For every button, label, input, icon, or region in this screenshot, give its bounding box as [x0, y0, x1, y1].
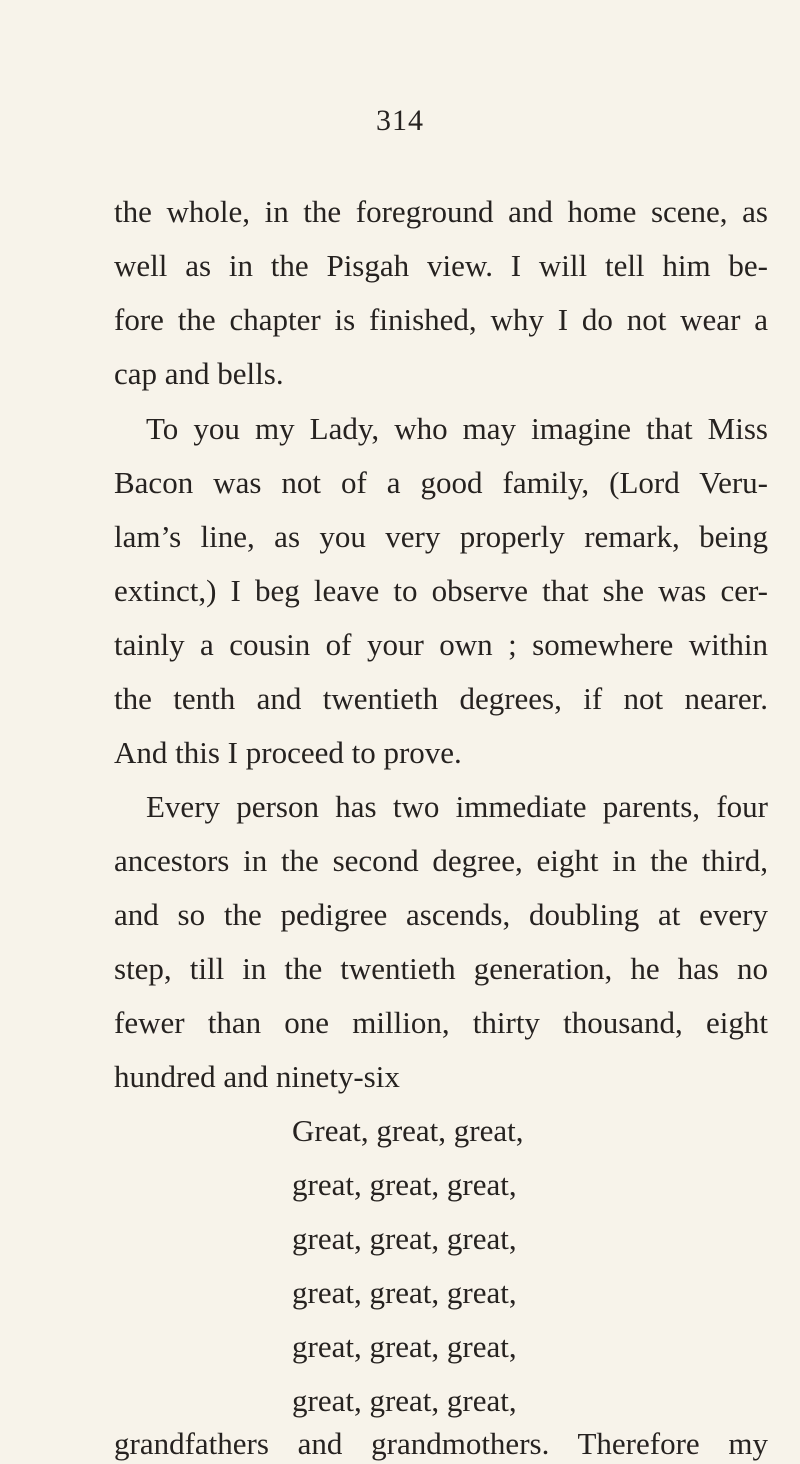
text-line: tainly a cousin of your own ; somewhere within [114, 627, 768, 662]
page-number: 314 [376, 104, 424, 137]
text-line: Bacon was not of a good family, (Lord Veru- [114, 465, 768, 500]
text-line: lam’s line, as you very properly remark, being [114, 519, 768, 554]
text-line: extinct,) I beg leave to observe that she was cer- [114, 573, 768, 608]
paragraph-start-line: Every person has two immediate parents, four [146, 789, 768, 824]
closing-line: grandfathers and grandmothers. Therefore my [114, 1426, 768, 1461]
verse-line: great, great, great, [292, 1383, 517, 1418]
text-line: step, till in the twentieth generation, he has no [114, 951, 768, 986]
text-line: the tenth and twentieth degrees, if not nearer. [114, 681, 768, 716]
text-line: and so the pedigree ascends, doubling at every [114, 897, 768, 932]
verse-line: great, great, great, [292, 1221, 517, 1256]
verse-line: great, great, great, [292, 1275, 517, 1310]
verse-line: great, great, great, [292, 1167, 517, 1202]
text-line: cap and bells. [114, 356, 284, 391]
text-line: well as in the Pisgah view. I will tell him be- [114, 248, 768, 283]
text-line: fore the chapter is finished, why I do not wear a [114, 302, 768, 337]
paragraph-start-line: To you my Lady, who may imagine that Miss [146, 411, 768, 446]
text-line: ancestors in the second degree, eight in the third, [114, 843, 768, 878]
text-line: hundred and ninety-six [114, 1059, 400, 1094]
text-line: the whole, in the foreground and home scene, as [114, 194, 768, 229]
text-line: And this I proceed to prove. [114, 735, 462, 770]
text-line: fewer than one million, thirty thousand, eight [114, 1005, 768, 1040]
verse-line: great, great, great, [292, 1329, 517, 1364]
verse-line: Great, great, great, [292, 1113, 524, 1148]
